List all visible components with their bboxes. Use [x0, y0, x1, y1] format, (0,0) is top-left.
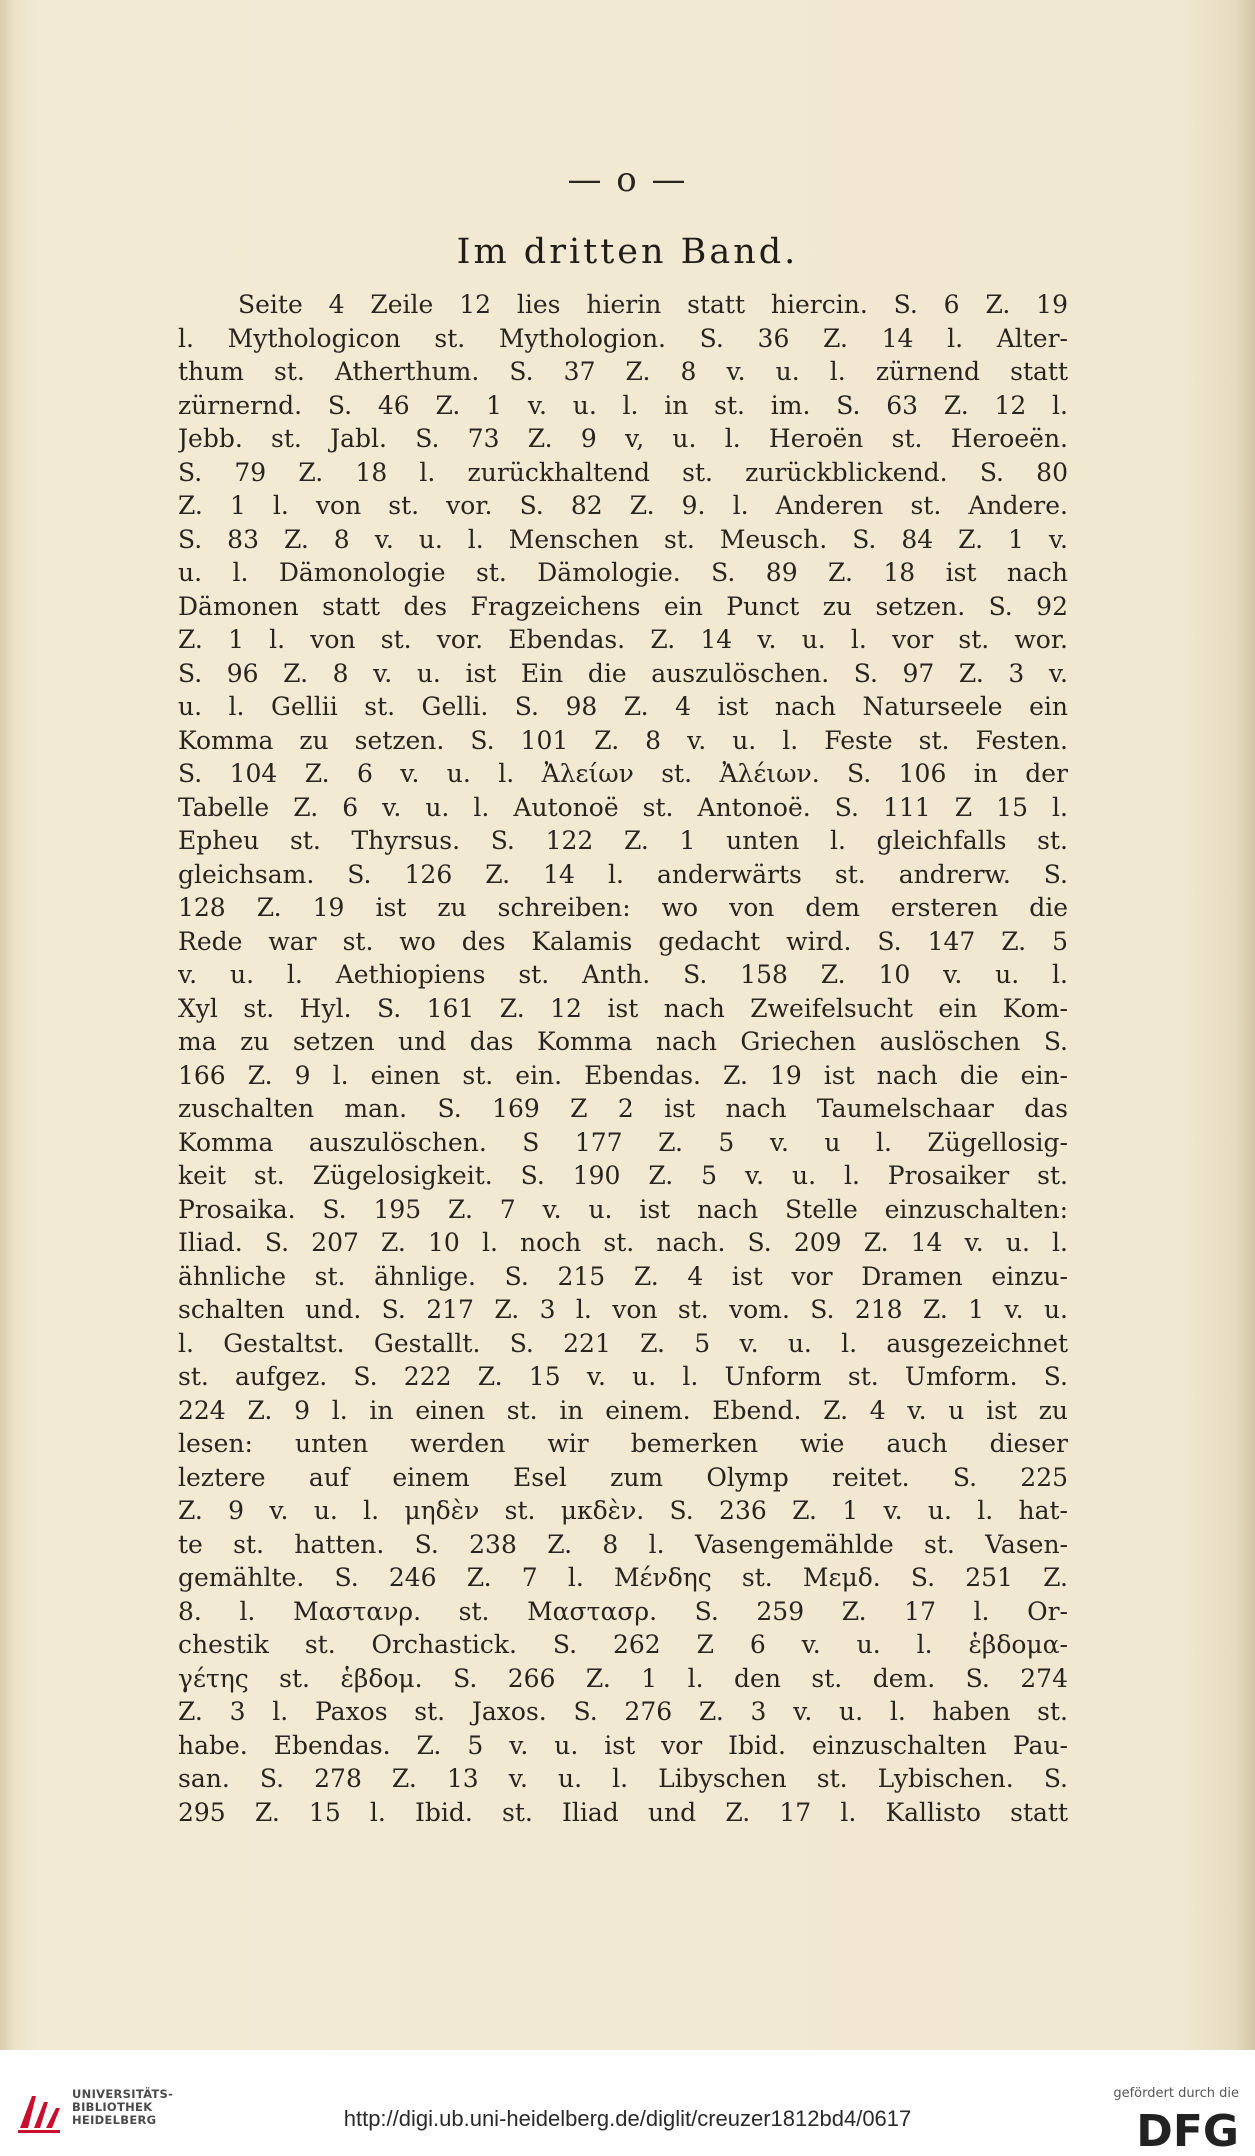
- text-line: habe. Ebendas. Z. 5 v. u. ist vor Ibid. einzuschalten Pau-: [178, 1730, 1068, 1760]
- text-line: leztere auf einem Esel zum Olymp reitet. S. 225: [178, 1462, 1068, 1492]
- svg-text:DFG: DFG: [1136, 2108, 1239, 2150]
- text-line: S. 83 Z. 8 v. u. l. Menschen st. Meusch. S. 84 Z. 1 v.: [178, 524, 1068, 554]
- text-line: Z. 1 l. von st. vor. S. 82 Z. 9. l. Anderen st. Andere.: [178, 491, 1068, 520]
- text-line: Tabelle Z. 6 v. u. l. Autonoë st. Antonoë. S. 111 Z 15 l.: [178, 792, 1068, 822]
- text-line: Z. 9 v. u. l. μηδὲν st. μκδὲν. S. 236 Z. 1 v. u. l. hat-: [178, 1496, 1068, 1525]
- text-line: chestik st. Orchastick. S. 262 Z 6 v. u. l. ἑβδομα-: [178, 1630, 1068, 1659]
- text-line: 128 Z. 19 ist zu schreiben: wo von dem ersteren die: [178, 893, 1068, 922]
- text-line: 295 Z. 15 l. Ibid. st. Iliad und Z. 17 l. Kallisto statt: [178, 1797, 1068, 1827]
- text-line: Komma auszulöschen. S 177 Z. 5 v. u l. Zügellosig-: [178, 1127, 1068, 1157]
- text-line: Prosaika. S. 195 Z. 7 v. u. ist nach Stelle einzuschalten:: [178, 1194, 1068, 1224]
- text-line: γέτης st. ἑβδομ. S. 266 Z. 1 l. den st. dem. S. 274: [178, 1663, 1068, 1693]
- errata-text: [178, 288, 1068, 1829]
- page-header: — o —: [567, 160, 688, 200]
- text-line: 8. l. Μαστανρ. st. Μαστασρ. S. 259 Z. 17 l. Or-: [178, 1596, 1068, 1626]
- text-line: Rede war st. wo des Kalamis gedacht wird. S. 147 Z. 5: [178, 926, 1068, 956]
- text-line: schalten und. S. 217 Z. 3 l. von st. vom. S. 218 Z. 1 v. u.: [178, 1295, 1068, 1324]
- text-line: ähnliche st. ähnlige. S. 215 Z. 4 ist vor Dramen einzu-: [178, 1261, 1068, 1291]
- text-line: u. l. Dämonologie st. Dämologie. S. 89 Z. 18 ist nach: [178, 558, 1068, 587]
- text-line: te st. hatten. S. 238 Z. 8 l. Vasengemählde st. Vasen-: [178, 1529, 1068, 1559]
- viewer-footer: [0, 2050, 1255, 2156]
- text-line: l. Mythologicon st. Mythologion. S. 36 Z. 14 l. Alter-: [178, 323, 1068, 353]
- section-title: Im dritten Band.: [456, 232, 799, 272]
- text-line: zuschalten man. S. 169 Z 2 ist nach Taumelschaar das: [178, 1094, 1068, 1123]
- text-line: Dämonen statt des Fragzeichens ein Punct zu setzen. S. 92: [178, 591, 1068, 621]
- text-line: Epheu st. Thyrsus. S. 122 Z. 1 unten l. gleichfalls st.: [178, 826, 1068, 855]
- text-line: 166 Z. 9 l. einen st. ein. Ebendas. Z. 19 ist nach die ein-: [178, 1060, 1068, 1090]
- sponsor-caption: gefördert durch die: [1113, 2086, 1239, 2101]
- text-line: lesen: unten werden wir bemerken wie auch dieser: [178, 1429, 1068, 1458]
- text-line: Seite 4 Zeile 12 lies hierin statt hiercin. S. 6 Z. 19: [238, 290, 1068, 319]
- text-line: Xyl st. Hyl. S. 161 Z. 12 ist nach Zweifelsucht ein Kom-: [178, 993, 1068, 1023]
- university-library-name: UNIVERSITÄTS- BIBLIOTHEK HEIDELBERG: [72, 2087, 174, 2127]
- text-line: keit st. Zügelosigkeit. S. 190 Z. 5 v. u. l. Prosaiker st.: [178, 1161, 1068, 1190]
- text-line: st. aufgez. S. 222 Z. 15 v. u. l. Unform st. Umform. S.: [178, 1362, 1068, 1391]
- text-line: 224 Z. 9 l. in einen st. in einem. Ebend. Z. 4 v. u ist zu: [178, 1395, 1068, 1425]
- text-line: l. Gestaltst. Gestallt. S. 221 Z. 5 v. u. l. ausgezeichnet: [178, 1328, 1068, 1358]
- text-line: Iliad. S. 207 Z. 10 l. noch st. nach. S. 209 Z. 14 v. u. l.: [178, 1228, 1068, 1257]
- text-line: S. 96 Z. 8 v. u. ist Ein die auszulöschen. S. 97 Z. 3 v.: [178, 658, 1068, 688]
- text-line: Z. 3 l. Paxos st. Jaxos. S. 276 Z. 3 v. u. l. haben st.: [178, 1697, 1068, 1726]
- text-line: thum st. Atherthum. S. 37 Z. 8 v. u. l. zürnend statt: [178, 357, 1068, 386]
- text-line: S. 79 Z. 18 l. zurückhaltend st. zurückblickend. S. 80: [178, 457, 1068, 487]
- text-line: u. l. Gellii st. Gelli. S. 98 Z. 4 ist nach Naturseele ein: [178, 692, 1068, 721]
- text-line: ma zu setzen und das Komma nach Griechen auslöschen S.: [178, 1027, 1068, 1056]
- page-url[interactable]: http://digi.ub.uni-heidelberg.de/diglit/creuzer1812bd4/0617: [343, 2106, 912, 2131]
- text-line: gleichsam. S. 126 Z. 14 l. anderwärts st. andrerw. S.: [178, 859, 1068, 889]
- dfg-logo-icon: [1105, 2108, 1239, 2150]
- text-line: gemählte. S. 246 Z. 7 l. Μένδης st. Μεμδ. S. 251 Z.: [178, 1563, 1068, 1592]
- text-line: S. 104 Z. 6 v. u. l. Ἀλείων st. Ἀλέιων. S. 106 in der: [178, 759, 1068, 788]
- text-line: zürnernd. S. 46 Z. 1 v. u. l. in st. im. S. 63 Z. 12 l.: [178, 390, 1068, 420]
- text-line: v. u. l. Aethiopiens st. Anth. S. 158 Z. 10 v. u. l.: [178, 960, 1068, 989]
- text-line: san. S. 278 Z. 13 v. u. l. Libyschen st. Lybischen. S.: [178, 1764, 1068, 1793]
- text-line: Jebb. st. Jabl. S. 73 Z. 9 v, u. l. Heroën st. Heroeën.: [178, 424, 1068, 453]
- text-line: Z. 1 l. von st. vor. Ebendas. Z. 14 v. u. l. vor st. wor.: [178, 625, 1068, 654]
- text-line: Komma zu setzen. S. 101 Z. 8 v. u. l. Feste st. Festen.: [178, 725, 1068, 755]
